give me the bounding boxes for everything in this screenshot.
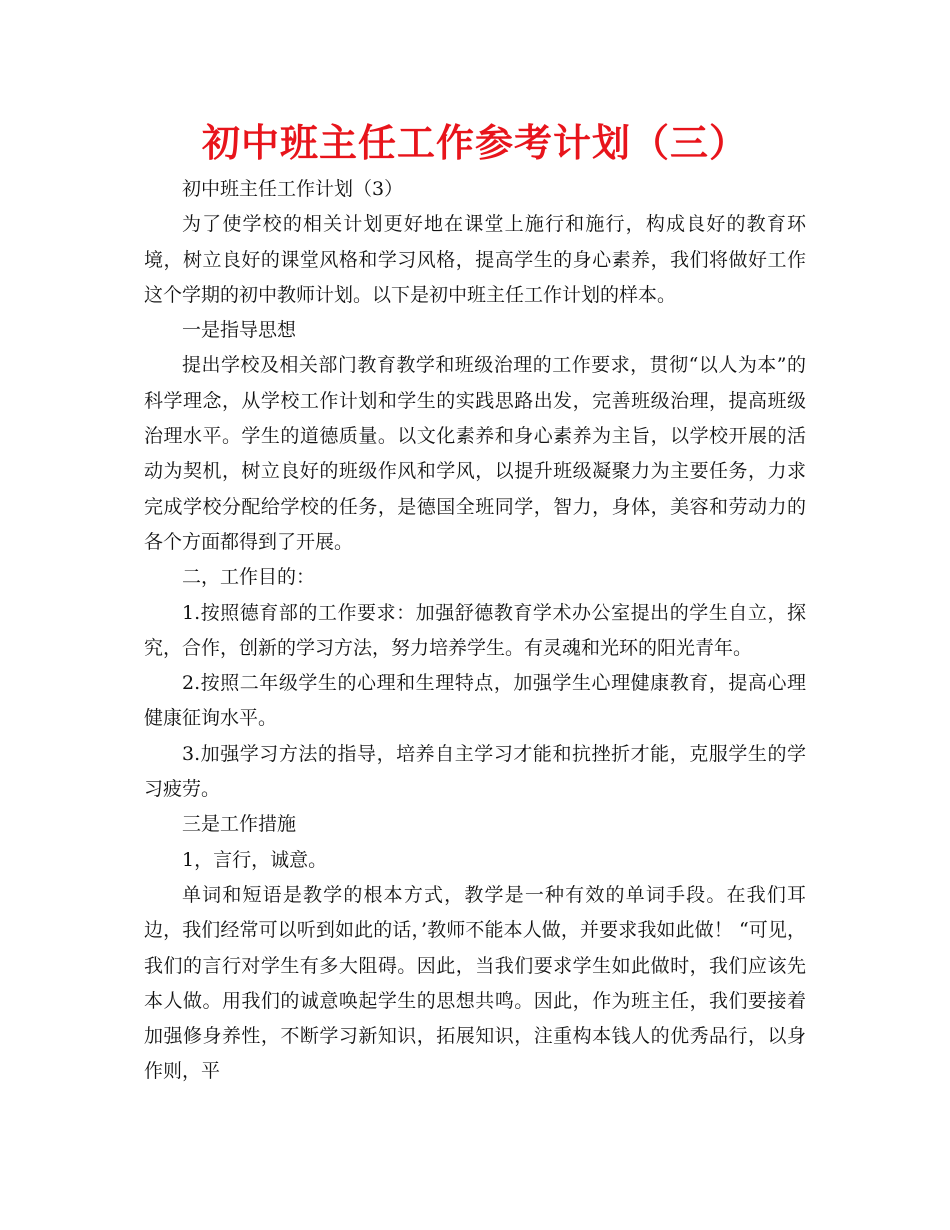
measure-item-1: 1，言行，诚意。	[182, 848, 328, 871]
goal-item-2: 2.按照二年级学生的心理和生理特点，加强学生心理健康教育，提高心理健康征询水平。	[144, 672, 806, 730]
document-subtitle: 初中班主任工作计划（3）	[182, 178, 404, 200]
section-heading-guiding-thought: 一是指导思想	[182, 319, 297, 342]
section-heading-work-goals: 二，工作目的：	[182, 566, 316, 589]
goal-item-3: 3.加强学习方法的指导，培养自主学习才能和抗挫折才能，克服学生的学习疲劳。	[144, 742, 806, 801]
section-heading-work-measures: 三是工作措施	[182, 813, 297, 836]
document-title: 初中班主任工作参考计划（三）	[201, 121, 748, 165]
paragraph-intro: 为了使学校的相关计划更好地在课堂上施行和施行，构成良好的教育环境，树立良好的课堂风格和学习风格，提高学生的身心素养，我们将做好工作这个学期的初中教师计划。以下是初中班主任工作计划的样本。	[144, 213, 806, 306]
goal-item-1: 1.按照德育部的工作要求：加强舒德教育学术办公室提出的学生自立，探究，合作，创新的学习方法，努力培养学生。有灵魂和光环的阳光青年。	[144, 601, 806, 659]
paragraph-guiding-thought: 提出学校及相关部门教育教学和班级治理的工作要求，贯彻“以人为本”的科学理念，从学校工作计划和学生的实践思路出发，完善班级治理，提高班级治理水平。学生的道德质量。以文化素养和身心素养为主旨，以学校开展的活动为契机，树立良好的班级作风和学风，以提升班级凝聚力为主要任务，力求完成学校分配给学校的任务，是德国全班同学，智力，身体，美容和劳动力的各个方面都得到了开展。	[144, 354, 806, 553]
paragraph-measure-1: 单词和短语是教学的根本方式，教学是一种有效的单词手段。在我们耳边，我们经常可以听到如此的话，’教师不能本人做，并要求我如此做！ “可见，我们的言行对学生有多大阻碍。因此，当我们要求学生如此做时，我们应该先本人做。用我们的诚意唤起学生的思想共鸣。因此，作为班主任，我们要接着加强修身养性，不断学习新知识，拓展知识，注重构本钱人的优秀品行，以身作则，平	[144, 883, 806, 1083]
